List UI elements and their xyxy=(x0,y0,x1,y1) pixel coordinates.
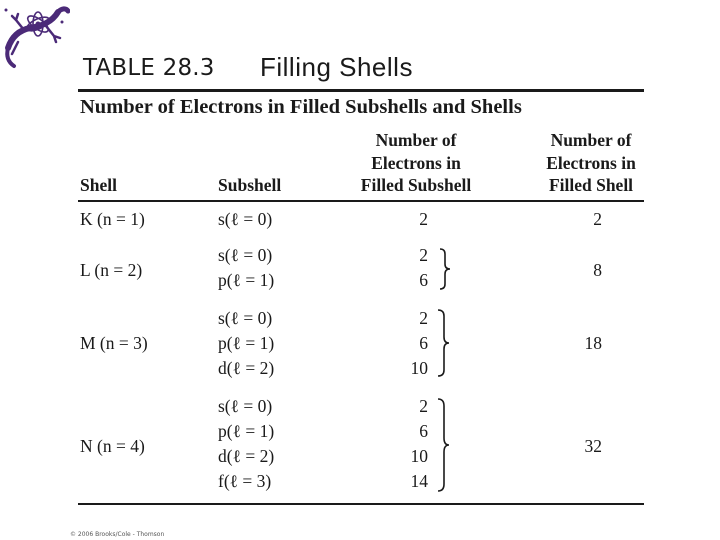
shell-total-l: 8 xyxy=(593,260,602,280)
shell-name-m: M (n = 3) xyxy=(80,333,148,353)
copyright-notice: © 2006 Brooks/Cole - Thomson xyxy=(70,531,165,538)
header-divider xyxy=(78,200,644,202)
subshell-n-p: p(ℓ = 1) xyxy=(218,421,275,441)
subshell-electrons-n-d: 10 xyxy=(410,446,428,466)
shell-total-m: 18 xyxy=(584,333,602,353)
subshell-l-s: s(ℓ = 0) xyxy=(218,245,273,265)
subshell-n-f: f(ℓ = 3) xyxy=(218,471,272,491)
table-title: Number of Electrons in Filled Subshells and Shells xyxy=(80,96,522,118)
brace-n xyxy=(436,398,450,492)
slide-title: Filling Shells xyxy=(260,52,413,82)
subshell-k-s: s(ℓ = 0) xyxy=(218,209,273,229)
subshell-m-d: d(ℓ = 2) xyxy=(218,358,275,378)
table-bottom-rule xyxy=(78,503,644,505)
gecko-atom-logo-icon xyxy=(2,2,70,70)
subshell-electrons-n-f: 14 xyxy=(410,471,428,491)
subshell-electrons-n-s: 2 xyxy=(419,396,428,416)
subshell-m-p: p(ℓ = 1) xyxy=(218,333,275,353)
column-header-subshell: Subshell xyxy=(218,175,282,195)
subshell-electrons-l-p: 6 xyxy=(419,270,428,290)
column-header-subshell-electrons: Number of Electrons in Filled Subshell xyxy=(360,130,472,195)
table-top-rule xyxy=(78,89,644,92)
subshell-electrons-m-s: 2 xyxy=(419,308,428,328)
shell-name-k: K (n = 1) xyxy=(80,209,145,229)
column-header-shell-electrons: Number of Electrons in Filled Shell xyxy=(546,130,636,195)
table-number-label: TABLE 28.3 xyxy=(83,55,215,81)
subshell-l-p: p(ℓ = 1) xyxy=(218,270,275,290)
subshell-electrons-m-p: 6 xyxy=(419,333,428,353)
subshell-electrons-m-d: 10 xyxy=(410,358,428,378)
column-header-shell: Shell xyxy=(80,175,117,195)
brace-l xyxy=(438,248,452,290)
subshell-n-d: d(ℓ = 2) xyxy=(218,446,275,466)
subshell-n-s: s(ℓ = 0) xyxy=(218,396,273,416)
shell-total-k: 2 xyxy=(593,209,602,229)
subshell-m-s: s(ℓ = 0) xyxy=(218,308,273,328)
subshell-electrons-k-s: 2 xyxy=(419,209,428,229)
brace-m xyxy=(436,309,450,377)
shell-name-n: N (n = 4) xyxy=(80,436,145,456)
shell-name-l: L (n = 2) xyxy=(80,260,143,280)
subshell-electrons-n-p: 6 xyxy=(419,421,428,441)
subshell-electrons-l-s: 2 xyxy=(419,245,428,265)
shell-total-n: 32 xyxy=(584,436,602,456)
